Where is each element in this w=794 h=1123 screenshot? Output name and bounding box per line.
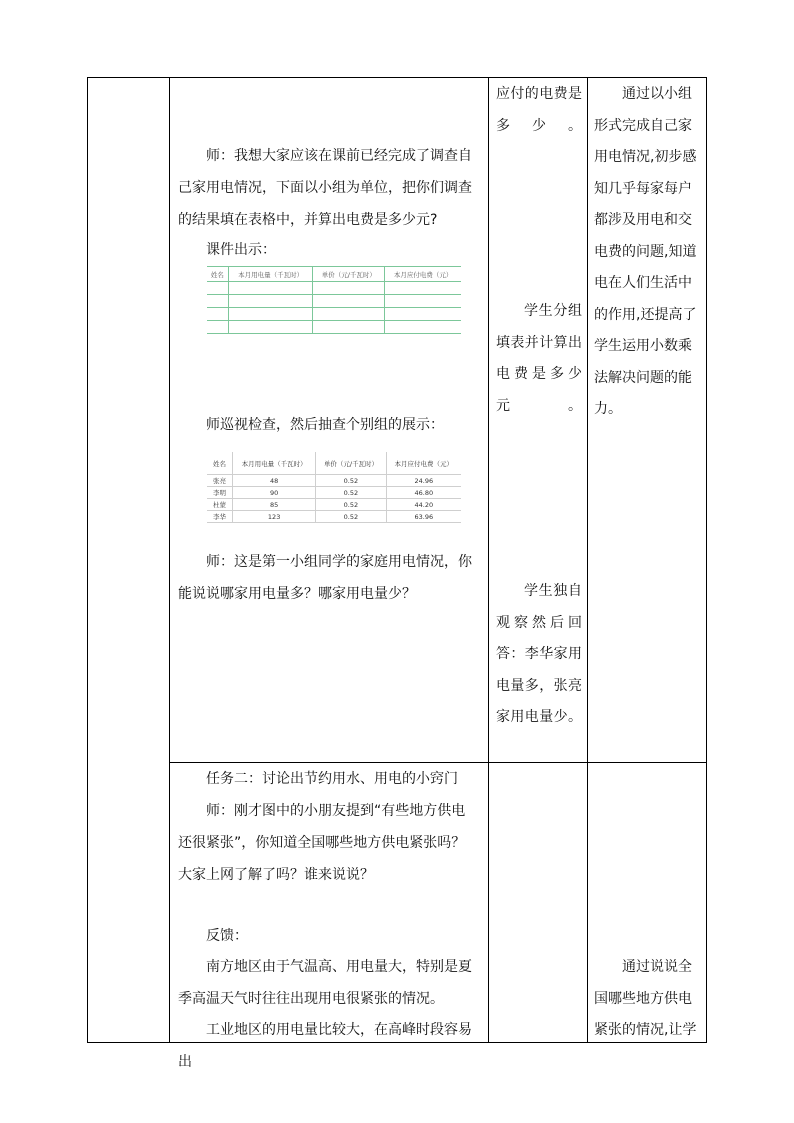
courseware-label: 课件出示： <box>206 242 276 258</box>
table-cell: 李明 <box>207 487 233 499</box>
feedback-south: 南方地区由于气温高、用电量大，特别是夏季高温天气时往往出现用电很紧张的情况。 <box>178 959 472 1007</box>
table-header-cell: 姓名 <box>207 267 228 282</box>
table-header-cell: 单价（元/千瓦时） <box>316 452 386 475</box>
table-cell: 0.52 <box>316 511 386 523</box>
table-cell: 24.96 <box>386 475 461 487</box>
table-cell: 63.96 <box>386 511 461 523</box>
table-cell: 0.52 <box>316 499 386 511</box>
design-intent-1: 通过以小组形式完成自己家用电情况,初步感知几乎每家每户都涉及用电和交电费的问题,知道电在人们生活中的作用,还提高了学生运用小数乘法解决问题的能力。 <box>594 86 697 417</box>
table-cell: 123 <box>233 511 316 523</box>
teacher-question-survey: 师：我想大家应该在课前已经完成了调查自己家用电情况，下面以小组为单位，把你们调查的结果填在表格中，并算出电费是多少元? <box>178 148 472 228</box>
table-row <box>207 499 461 511</box>
table-cell: 李华 <box>207 511 233 523</box>
student-activity-3: 学生独自观察然后回答：李华家用电量多，张亮家用电量少。 <box>496 583 582 725</box>
table-cell: 46.80 <box>386 487 461 499</box>
table-row <box>207 321 461 334</box>
table-row <box>207 295 461 308</box>
column-divider-3 <box>587 77 588 1043</box>
table-row <box>207 487 461 499</box>
table-header-cell: 本月应付电费（元） <box>386 452 461 475</box>
table-header-cell: 单价（元/千瓦时） <box>313 267 385 282</box>
table-cell: 48 <box>233 475 316 487</box>
column-divider-1 <box>169 77 170 1043</box>
table-cell: 44.20 <box>386 499 461 511</box>
student-activity-2: 学生分组填表并计算出电费是多少元。 <box>496 303 582 414</box>
table-row <box>207 308 461 321</box>
table-cell: 杜蒙 <box>207 499 233 511</box>
table-cell: 张亮 <box>207 475 233 487</box>
table-row <box>207 282 461 295</box>
table-header-cell: 本月用电量（千瓦时） <box>228 267 313 282</box>
table-cell: 0.52 <box>316 487 386 499</box>
table-header-cell: 本月应付电费（元） <box>385 267 461 282</box>
table-header-cell: 本月用电量（千瓦时） <box>233 452 316 475</box>
table-cell: 0.52 <box>316 475 386 487</box>
student-activity-1: 应付的电费是多少。 <box>496 86 582 134</box>
teacher-inspection-text: 师巡视检查，然后抽查个别组的展示： <box>206 417 444 433</box>
teacher-question-supply: 师：刚才图中的小朋友提到“有些地方供电还很紧张”，你知道全国哪些地方供电紧张吗？大家上网了解了吗？谁来说说？ <box>178 803 466 883</box>
feedback-industry: 工业地区的用电量比较大，在高峰时段容易出 <box>178 1022 472 1070</box>
blank-electricity-table <box>207 266 461 334</box>
feedback-label: 反馈： <box>206 928 248 944</box>
table-row <box>207 511 461 523</box>
column-divider-2 <box>488 77 489 1043</box>
design-intent-2: 通过说说全国哪些地方供电紧张的情况,让学 <box>594 959 697 1038</box>
table-cell: 90 <box>233 487 316 499</box>
task-two-heading: 任务二：讨论出节约用水、用电的小窍门 <box>206 771 458 787</box>
table-header-cell: 姓名 <box>207 452 233 475</box>
table-row <box>207 475 461 487</box>
group-electricity-table <box>207 452 461 523</box>
table-cell: 85 <box>233 499 316 511</box>
teacher-question-usage: 师：这是第一小组同学的家庭用电情况，你能说说哪家用电量多？哪家用电量少？ <box>178 554 472 602</box>
